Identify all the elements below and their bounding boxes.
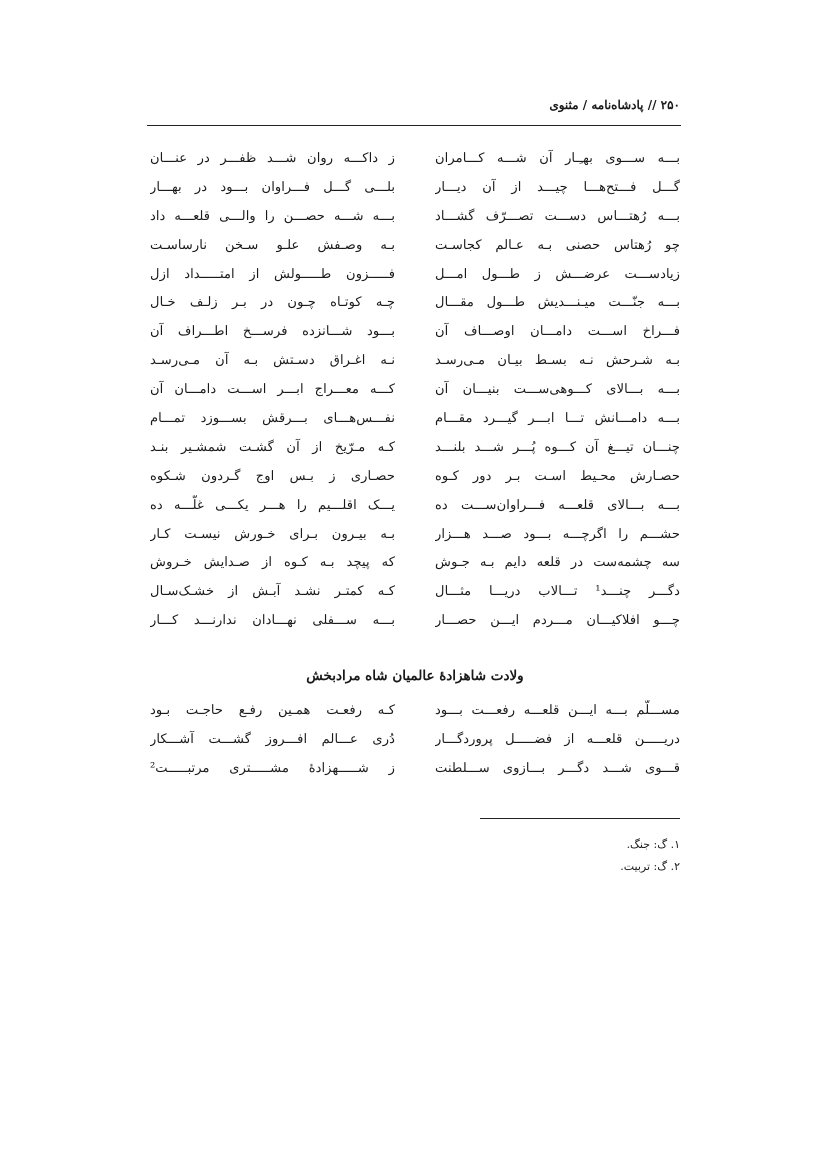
verse-first-hemistich: بـــه بـــالای قلعـــه فـــراوان‌ســـت ده bbox=[435, 497, 680, 513]
verse-first-hemistich: فـــراخ اســـت دامـــان اوصـــاف آن bbox=[435, 324, 680, 340]
verse-line bbox=[150, 235, 680, 264]
verse-line bbox=[150, 758, 680, 787]
footnote-2: ۲. گ: تربیت. bbox=[620, 860, 680, 873]
verse-line bbox=[150, 552, 680, 581]
section-title: ولادت شاهزادهٔ عالمیان شاه مرادبخش bbox=[306, 668, 524, 684]
verse-first-hemistich: قـــوی شـــد دگـــر بـــازوی ســـلطنت bbox=[435, 760, 680, 776]
verse-second-hemistich: فـــــزون طـــــولش از امتـــــداد ازل bbox=[150, 266, 395, 282]
verse-second-hemistich: یـــک اقلـــیم را هـــر یکـــی غلّـــه ده bbox=[150, 497, 395, 513]
verse-line bbox=[150, 581, 680, 610]
footnotes bbox=[480, 834, 680, 878]
verse-line bbox=[150, 379, 680, 408]
verse-first-hemistich: دریـــــن قلعـــه از فضـــــل پروردگـــار bbox=[435, 731, 680, 747]
verse-line bbox=[150, 610, 680, 639]
verse-first-hemistich: زیادســـت عرضـــش ز طـــول امـــل bbox=[435, 266, 680, 282]
verse-first-hemistich: سه چشمه‌ست در قلعه دایم بـه جـوش bbox=[435, 555, 680, 571]
verse-line bbox=[150, 437, 680, 466]
verse-second-hemistich: که پیچد بـه کـوه از صـدایش خـروش bbox=[150, 555, 395, 571]
verse-first-hemistich: بـه شـرحش نـه بسـط بیـان مـی‌رسـد bbox=[435, 353, 680, 369]
verse-second-hemistich: کـه رفعـت همـین رفـع حاجـت بـود bbox=[150, 703, 395, 718]
verse-line bbox=[150, 729, 680, 758]
verse-second-hemistich: ز شـــــهزادهٔ مشـــــتری مرتبـــــت² bbox=[150, 760, 395, 776]
verse-second-hemistich: کـه مـرّیخ از آن گشـت شمشـیر بنـد bbox=[150, 439, 395, 455]
verse-second-hemistich: بـه بیـرون بـرای خـورش نیسـت کـار bbox=[150, 526, 395, 542]
running-header-text: ۲۵۰ // پادشاه‌نامه / مثنوی bbox=[549, 98, 680, 112]
verse-first-hemistich: بـــه رُهتـــاس دســـت تصـــرّف گشـــاد bbox=[435, 208, 680, 224]
verse-line bbox=[150, 206, 680, 235]
verse-first-hemistich: چـــو افلاکیـــان مـــردم ایـــن حصـــار bbox=[435, 613, 680, 629]
verse-second-hemistich: بـــه ســـفلی نهـــادان ندارنـــد کـــار bbox=[150, 613, 395, 629]
verse-line bbox=[150, 177, 680, 206]
header-rule bbox=[147, 125, 681, 126]
verse-first-hemistich: بـــه جنّـــت میـنـــدیش طـــول مقـــال bbox=[435, 295, 680, 311]
verse-line bbox=[150, 148, 680, 177]
verse-first-hemistich: گـــل فـــتح‌هـــا چیـــد از آن دیـــار bbox=[435, 179, 680, 195]
verse-second-hemistich: نفـــس‌هـــای بـــرقش بســـوزد تمـــام bbox=[150, 411, 395, 427]
verse-first-hemistich: حشـــم را اگرچـــه بـــود صـــد هـــزار bbox=[435, 526, 680, 542]
verse-line bbox=[150, 408, 680, 437]
verse-second-hemistich: بلـــی گـــل فـــراوان بـــود در بهـــار bbox=[150, 179, 395, 195]
verse-first-hemistich: چنـــان تیـــغ آن کـــوه پُـــر شـــد بلنـــد bbox=[435, 439, 680, 455]
verse-first-hemistich: دگـــر چنـــد¹ تـــالاب دریـــا مثـــال bbox=[435, 584, 680, 600]
verse-first-hemistich: بـــه بـــالای کـــوهی‌ســـت بنیـــان آن bbox=[435, 382, 680, 398]
verse-first-hemistich: بـــه دامـــانش تـــا ابـــر گیـــرد مقـــام bbox=[435, 411, 680, 427]
verse-line bbox=[150, 292, 680, 321]
verse-first-hemistich: چو رُهتاس حصنی بـه عـالم کجاسـت bbox=[435, 237, 680, 253]
verse-line bbox=[150, 321, 680, 350]
verse-second-hemistich: نـه اغـراق دسـتش بـه آن مـی‌رسـد bbox=[150, 353, 395, 369]
verse-first-hemistich: بـــه ســـوی بهـِـار آن شـــه کـــامران bbox=[435, 151, 680, 166]
verse-second-hemistich: کـه کمتـر نشـد آبـش از خشـک‌سـال bbox=[150, 584, 395, 600]
verse-second-hemistich: بـــود شـــانزده فرســـخ اطـــراف آن bbox=[150, 324, 395, 340]
verse-line bbox=[150, 524, 680, 553]
verse-second-hemistich: کـــه معـــراج ابـــر اســـت دامـــان آن bbox=[150, 382, 395, 398]
verse-second-hemistich: ز داکـــه روان شـــد ظفـــر در عنـــان bbox=[150, 151, 395, 166]
verse-second-hemistich: بـه وصـفش علـو سـخن نارساسـت bbox=[150, 237, 395, 253]
footnote-1: ۱. گ: جنگ. bbox=[626, 838, 680, 851]
running-header bbox=[148, 98, 680, 118]
poem-part-1 bbox=[150, 148, 680, 639]
verse-line bbox=[150, 466, 680, 495]
verse-first-hemistich: مســـلّم بـــه ایـــن قلعـــه رفعـــت بـــود bbox=[435, 703, 680, 718]
verse-second-hemistich: حصـاری ز بـس اوج گـردون شـکوه bbox=[150, 468, 395, 484]
verse-line bbox=[150, 350, 680, 379]
verse-line bbox=[150, 495, 680, 524]
footnote-rule bbox=[480, 818, 680, 819]
verse-first-hemistich: حصـارش محـیط اسـت بـر دور کـوه bbox=[435, 468, 680, 484]
verse-line bbox=[150, 264, 680, 293]
verse-second-hemistich: بـــه شـــه حصـــن را والـــی قلعـــه داد bbox=[150, 208, 395, 224]
verse-line bbox=[150, 700, 680, 729]
verse-second-hemistich: چـه کوتـاه چـون در بـر زلـف خـال bbox=[150, 295, 395, 311]
poem-part-2 bbox=[150, 700, 680, 787]
verse-second-hemistich: دُری عـــالم افـــروز گشـــت آشـــکار bbox=[150, 731, 395, 747]
